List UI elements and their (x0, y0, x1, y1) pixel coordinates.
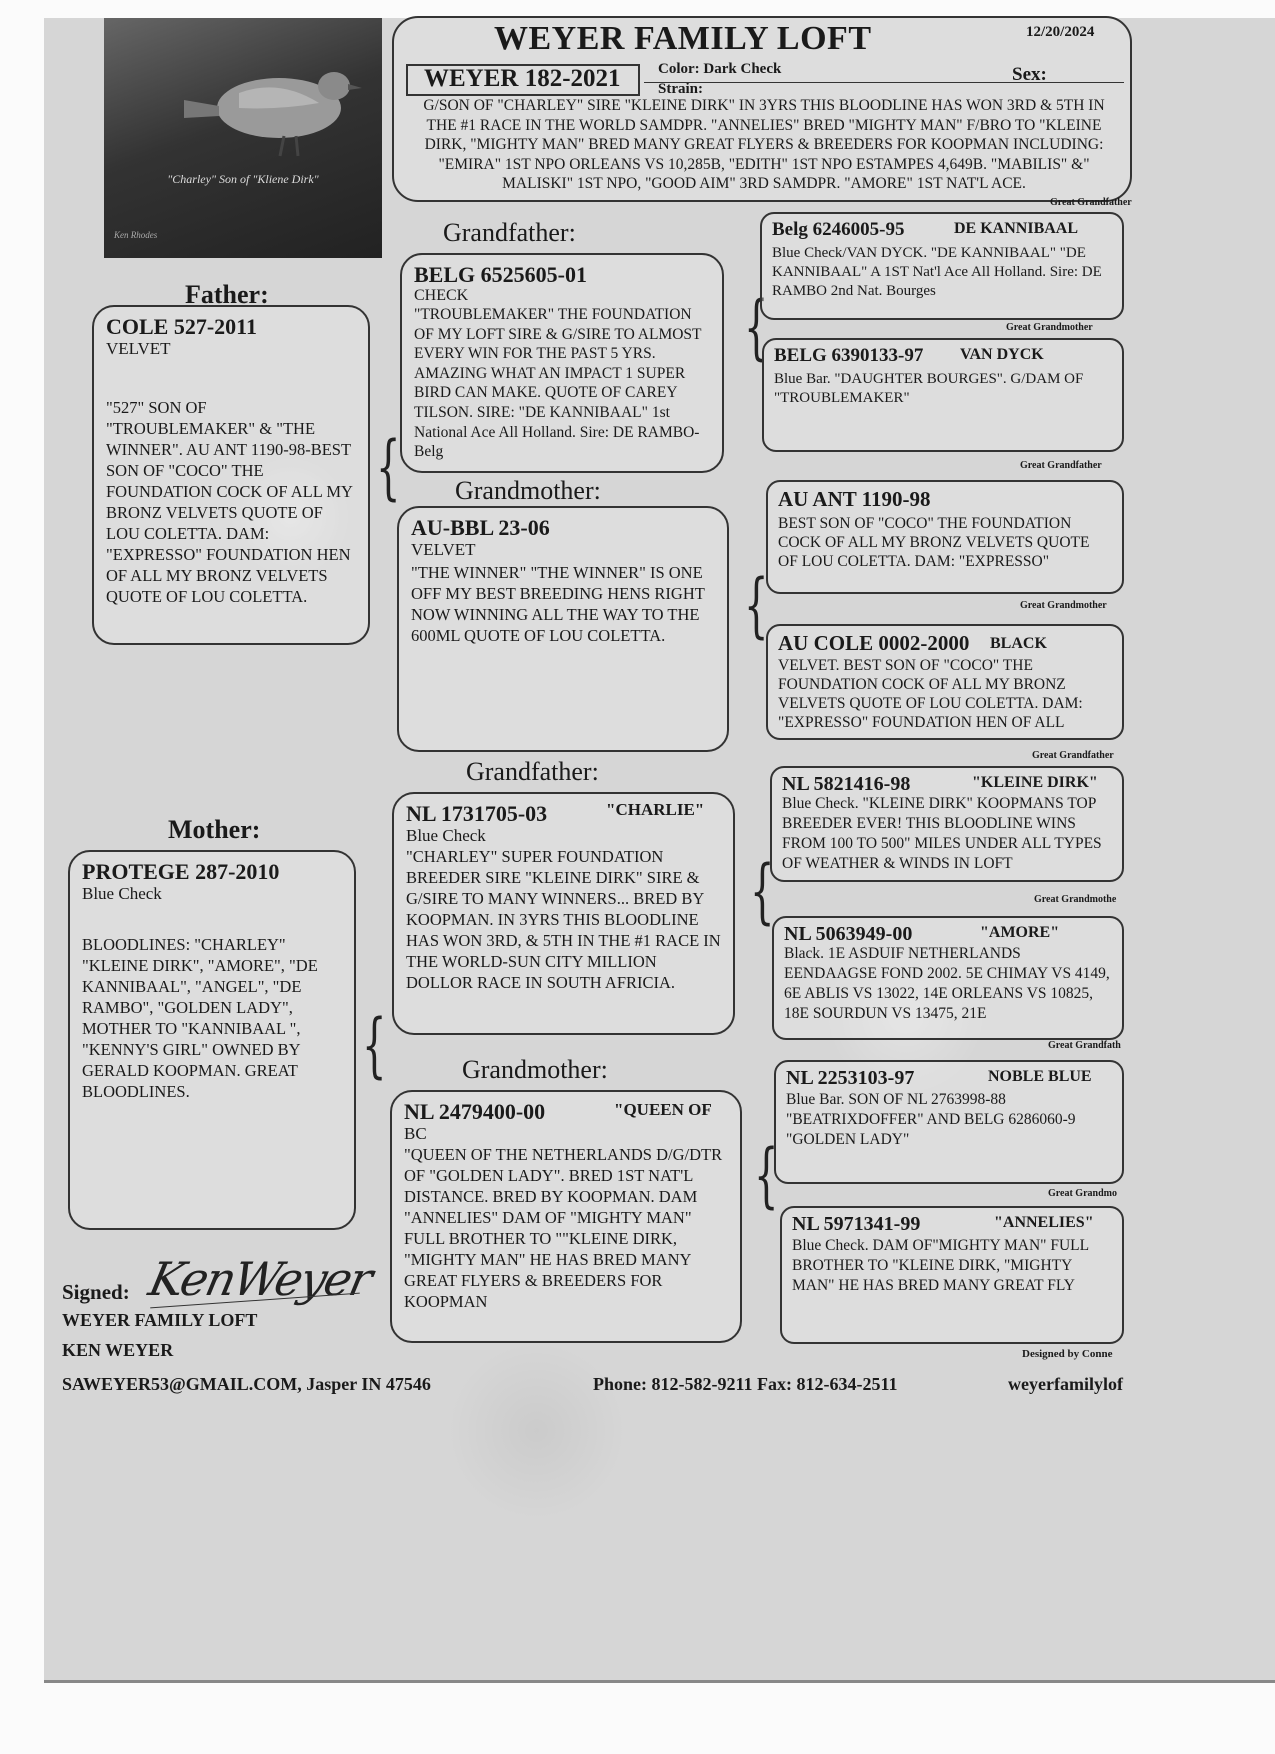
ggf1-box (760, 212, 1124, 320)
grandmother-2-label: Grandmother: (462, 1055, 608, 1084)
mother-color: Blue Check (82, 884, 162, 903)
ggm1-label: Great Grandmother (1006, 322, 1093, 333)
grandfather-1-band: BELG 6525605-01 (414, 262, 587, 287)
ggm4-name: "ANNELIES" (994, 1214, 1094, 1231)
pigeon-icon (184, 48, 364, 158)
father-band: COLE 527-2011 (106, 314, 257, 339)
ggf1-name: DE KANNIBAAL (954, 220, 1079, 237)
ggm3-label: Great Grandmothe (1034, 894, 1117, 905)
brace-gf2: { (750, 850, 775, 932)
grandfather-2-band: NL 1731705-03 (406, 801, 548, 826)
brace-mother: { (362, 1004, 387, 1086)
grandmother-2-description: "QUEEN OF THE NETHERLANDS D/G/DTR OF "GOLDEN LADY". BRED 1ST NAT'L DISTANCE. BRED BY KOOPMAN. DAM "ANNELIES" DAM OF "MIGHTY MAN" FULL BROTHER TO ""KLEINE DIRK, "MIGHTY MAN" HE HAS BRED MANY GREAT FLYERS & BREEDERS FOR KOOPMAN (404, 1145, 723, 1311)
father-label: Father: (185, 280, 269, 309)
grandfather-1-description: "TROUBLEMAKER" THE FOUNDATION OF MY LOFT SIRE & G/SIRE TO ALMOST EVERY WIN FOR THE PAST 5 YRS. AMAZING WHAT AN IMPACT 1 SUPER BIRD CAN MAKE. QUOTE OF CAREY TILSON. SIRE: "DE KANNIBAAL" 1st National Ace All Holland. Sire: DE RAMBO-Belg (414, 306, 702, 461)
footer-owner: KEN WEYER (62, 1340, 174, 1360)
header-box (392, 16, 1132, 202)
ggf4-box (774, 1060, 1124, 1184)
mother-description: BLOODLINES: "CHARLEY" "KLEINE DIRK", "AMORE", "DE KANNIBAAL", "ANGEL", "DE RAMBO", "GOLDEN LADY", MOTHER TO "KANNIBAAL ", "KENNY'S GIRL" OWNED BY GERALD KOOPMAN. GREAT BLOODLINES. (82, 935, 318, 1101)
photo-caption: "Charley" Son of "Kliene Dirk" (167, 172, 319, 186)
bird-color: Color: Dark Check (658, 61, 782, 77)
ggf1-description: Blue Check/VAN DYCK. "DE KANNIBAAL" "DE KANNIBAAL" A 1ST Nat'l Ace All Holland. Sire: DE RAMBO 2nd Nat. Bourges (772, 245, 1102, 299)
ggm1-name: VAN DYCK (960, 346, 1044, 363)
father-description: "527" SON OF "TROUBLEMAKER" & "THE WINNER". AU ANT 1190-98-BEST SON OF "COCO" THE FOUNDATION COCK OF ALL MY BRONZ VELVETS QUOTE OF LOU COLETTA. DAM: "EXPRESSO" FOUNDATION HEN OF ALL MY BRONZ VELVETS QUOTE OF LOU COLETTA. (106, 398, 353, 606)
ggf3-name: "KLEINE DIRK" (972, 774, 1098, 791)
grandmother-2-color: BC (404, 1124, 427, 1143)
ggf4-description: Blue Bar. SON OF NL 2763998-88 "BEATRIXDOFFER" AND BELG 6286060-9 "GOLDEN LADY" (786, 1091, 1076, 1148)
ggm3-band: NL 5063949-00 (784, 923, 913, 945)
brace-gm1: { (744, 564, 769, 646)
ggm2-description: VELVET. BEST SON OF "COCO" THE FOUNDATION COCK OF ALL MY BRONZ VELVETS QUOTE OF LOU COLETTA. DAM: "EXPRESSO" FOUNDATION HEN OF ALL (778, 657, 1083, 731)
ggm2-name: BLACK (990, 635, 1047, 652)
grandfather-2-color: Blue Check (406, 826, 486, 845)
ggf3-label: Great Grandfather (1032, 750, 1114, 761)
bird-band: WEYER 182-2021 (424, 65, 621, 92)
footer-website: weyerfamilylof (1008, 1374, 1123, 1394)
ggm4-description: Blue Check. DAM OF"MIGHTY MAN" FULL BROTHER TO "KLEINE DIRK, "MIGHTY MAN" HE HAS BRED MANY GREAT FLY (792, 1237, 1089, 1294)
ggm1-description: Blue Bar. "DAUGHTER BOURGES". G/DAM OF "TROUBLEMAKER" (774, 371, 1084, 406)
bird-strain: Strain: (658, 81, 703, 97)
ggm2-box (766, 624, 1124, 740)
grandfather-2-box (392, 792, 735, 1035)
header-date: 12/20/2024 (1026, 24, 1095, 40)
pigeon-photo (104, 18, 382, 258)
ggm3-box (772, 916, 1124, 1040)
grandmother-2-name: "QUEEN OF (614, 1100, 712, 1119)
ggf4-name: NOBLE BLUE (988, 1068, 1092, 1085)
grandfather-1-color: CHECK (414, 287, 469, 304)
ggm4-label: Great Grandmo (1048, 1188, 1117, 1199)
ggf4-band: NL 2253103-97 (786, 1067, 915, 1089)
header-divider (644, 82, 1124, 83)
bird-sex: Sex: (1012, 64, 1047, 85)
grandmother-2-box (390, 1090, 742, 1343)
ggf1-label: Great Grandfather (1050, 197, 1132, 208)
ggm3-name: "AMORE" (980, 924, 1060, 941)
grandmother-1-description: "THE WINNER" "THE WINNER" IS ONE OFF MY BEST BREEDING HENS RIGHT NOW WINNING ALL THE WAY TO THE 600ML QUOTE OF LOU COLETTA. (411, 563, 705, 645)
grandfather-2-description: "CHARLEY" SUPER FOUNDATION BREEDER SIRE "KLEINE DIRK" SIRE & G/SIRE TO MANY WINNERS... BRED BY KOOPMAN. IN 3YRS THIS BLOODLINE HAS WON 3RD, & 5TH IN THE #1 RACE IN THE WORLD-SUN CITY MILLION DOLLOR RACE IN SOUTH AFRICIA. (406, 847, 721, 992)
bird-description: G/SON OF "CHARLEY" SIRE "KLEINE DIRK" IN 3YRS THIS BLOODLINE HAS WON 3RD & 5TH IN THE #1 RACE IN THE WORLD SAMDPR. "ANNELIES" BRED "MIGHTY MAN" F/BRO TO "KLEINE DIRK, "MIGHTY MAN" BRED MANY GREAT FLYERS & BREEDERS FOR KOOPMAN INCLUDING: "EMIRA" 1ST NPO ORLEANS VS 10,285B, "EDITH" 1ST NPO ESTAMPES 4,649B. "MABILIS" &" MALISKI" 1ST NPO, "GOOD AIM" 3RD SAMDPR. "AMORE" 1ST NAT'L ACE. (423, 97, 1105, 192)
ggf3-box (770, 766, 1124, 882)
footer-phone: Phone: 812-582-9211 Fax: 812-634-2511 (593, 1374, 898, 1394)
brace-father: { (376, 426, 401, 508)
brace-gm2: { (754, 1134, 779, 1216)
ggf3-description: Blue Check. "KLEINE DIRK" KOOPMANS TOP BREEDER EVER! THIS BLOODLINE WINS FROM 100 TO 500" MILES UNDER ALL TYPES OF WEATHER & WINDS IN LOFT (782, 795, 1102, 872)
grandmother-1-label: Grandmother: (455, 476, 601, 505)
ggm4-band: NL 5971341-99 (792, 1213, 921, 1235)
father-box (92, 305, 370, 645)
signature: KenWeyer (144, 1252, 376, 1306)
grandfather-2-label: Grandfather: (466, 757, 599, 786)
mother-label: Mother: (168, 815, 261, 844)
mother-box (68, 850, 356, 1230)
grandmother-2-band: NL 2479400-00 (404, 1099, 546, 1124)
ggf2-label: Great Grandfather (1020, 460, 1102, 471)
footer-loft: WEYER FAMILY LOFT (62, 1310, 258, 1330)
ggf4-label: Great Grandfath (1048, 1040, 1121, 1051)
grandfather-1-label: Grandfather: (443, 218, 576, 247)
mother-band: PROTEGE 287-2010 (82, 859, 280, 884)
grandmother-1-color: VELVET (411, 540, 476, 559)
page-title: WEYER FAMILY LOFT (494, 20, 872, 57)
ggm4-box (780, 1206, 1124, 1344)
ggm2-label: Great Grandmother (1020, 600, 1107, 611)
father-color: VELVET (106, 339, 171, 358)
ggf3-band: NL 5821416-98 (782, 773, 911, 795)
grandfather-2-name: "CHARLIE" (606, 800, 705, 819)
ggf2-box (766, 480, 1124, 594)
footer-designed: Designed by Conne (1022, 1348, 1113, 1360)
ggm3-description: Black. 1E ASDUIF NETHERLANDS EENDAAGSE FOND 2002. 5E CHIMAY VS 4149, 6E ABLIS VS 13022, 14E ORLEANS VS 10825, 18E SOURDUN VS 13475, 21E (784, 945, 1110, 1022)
grandfather-1-box (400, 253, 724, 473)
photo-credit: Ken Rhodes (114, 230, 158, 240)
ggf1-band: Belg 6246005-95 (772, 219, 905, 240)
ggf2-band: AU ANT 1190-98 (778, 487, 931, 511)
ggm2-band: AU COLE 0002-2000 (778, 631, 970, 655)
footer-email: SAWEYER53@GMAIL.COM, Jasper IN 47546 (62, 1374, 431, 1394)
ggf2-description: BEST SON OF "COCO" THE FOUNDATION COCK OF ALL MY BRONZ VELVETS QUOTE OF LOU COLETTA. DAM: "EXPRESSO" (778, 515, 1090, 570)
ggm1-band: BELG 6390133-97 (774, 345, 924, 366)
ggm1-box (762, 338, 1124, 452)
grandmother-1-band: AU-BBL 23-06 (411, 515, 550, 540)
brace-gf1: { (744, 286, 769, 368)
grandmother-1-box (397, 506, 729, 752)
signed-label: Signed: (62, 1280, 130, 1304)
